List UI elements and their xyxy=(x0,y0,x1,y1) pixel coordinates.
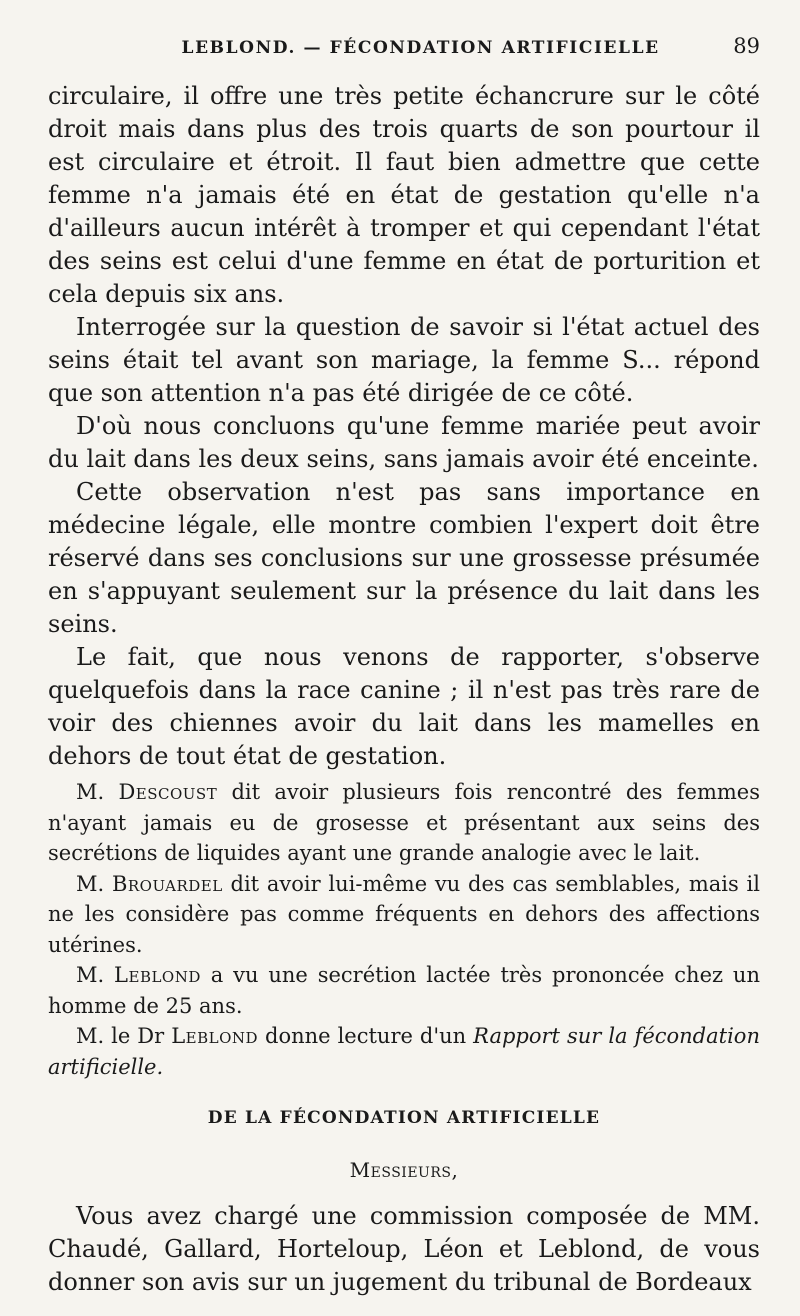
paragraph-6: Vous avez chargé une commission composée de MM. Chaudé, Gallard, Horteloup, Léon et Leblond, de vous donner son avis sur un jugement du tribunal de Bordeaux xyxy=(48,1202,760,1296)
section-title: DE LA FÉCONDATION ARTIFICIELLE xyxy=(207,1108,601,1128)
remark-prefix: M. xyxy=(76,871,105,896)
report-title: Rapport sur la fécondation artificielle. xyxy=(48,1024,760,1079)
remark-prefix: M. xyxy=(76,963,105,987)
paragraph-4: Cette observation n'est pas sans importance en médecine légale, elle montre combien l'expert doit être réservé dans ses conclusions sur une grossesse présumée en s'appuyant seulement sur la présence du lait dans les seins. xyxy=(48,478,760,638)
remark-text: dit avoir lui-même vu des cas semblables, mais il ne les considère pas comme fréquents en dehors des affections utérines. xyxy=(48,871,760,957)
running-head xyxy=(48,34,760,74)
book-page xyxy=(48,34,760,1299)
remark-prefix: M. le Dr xyxy=(76,1024,165,1048)
remark-leblond-report xyxy=(48,1021,760,1082)
speaker-name: Brouardel xyxy=(111,871,223,896)
paragraph-3: D'où nous concluons qu'une femme mariée peut avoir du lait dans les deux seins, sans jamais avoir été enceinte. xyxy=(48,412,760,473)
paragraph-2: Interrogée sur la question de savoir si l'état actuel des seins était tel avant son mariage, la femme S... répond que son attention n'a pas été dirigée de ce côté. xyxy=(48,313,760,407)
running-title: LEBLOND. — FÉCONDATION ARTIFICIELLE xyxy=(181,38,660,58)
remark-text: a vu une secrétion lactée très prononcée chez un homme de 25 ans. xyxy=(48,963,760,1018)
remark-brouardel xyxy=(48,869,760,961)
speaker-name: Descoust xyxy=(118,780,218,804)
remark-leblond xyxy=(48,960,760,1021)
remark-text: donne lecture d'un xyxy=(265,1024,467,1048)
page-number: 89 xyxy=(733,34,760,58)
salutation-text: Messieurs, xyxy=(349,1158,459,1182)
speaker-name: Leblond xyxy=(171,1024,259,1048)
remark-prefix: M. xyxy=(76,780,105,804)
paragraph-1: circulaire, il offre une très petite échancrure sur le côté droit mais dans plus des trois quarts de son pourtour il est circulaire et étroit. Il faut bien admettre que cette femme n'a jamais été en état de gestation qu'elle n'a d'ailleurs aucun intérêt à tromper et qui cependant l'état des seins est celui d'une femme en état de porturition et cela depuis six ans. xyxy=(48,82,760,308)
paragraph-5: Le fait, que nous venons de rapporter, s'observe quelquefois dans la race canine ; il n'est pas très rare de voir des chiennes avoir du lait dans les mamelles en dehors de tout état de gestation. xyxy=(48,643,760,770)
speaker-name: Leblond xyxy=(114,963,201,987)
remark-text: dit avoir plusieurs fois rencontré des femmes n'ayant jamais eu de grosesse et présentant aux seins des secrétions de liquides ayant une grande analogie avec le lait. xyxy=(48,780,760,865)
salutation xyxy=(48,1158,760,1182)
remark-descoust xyxy=(48,777,760,869)
